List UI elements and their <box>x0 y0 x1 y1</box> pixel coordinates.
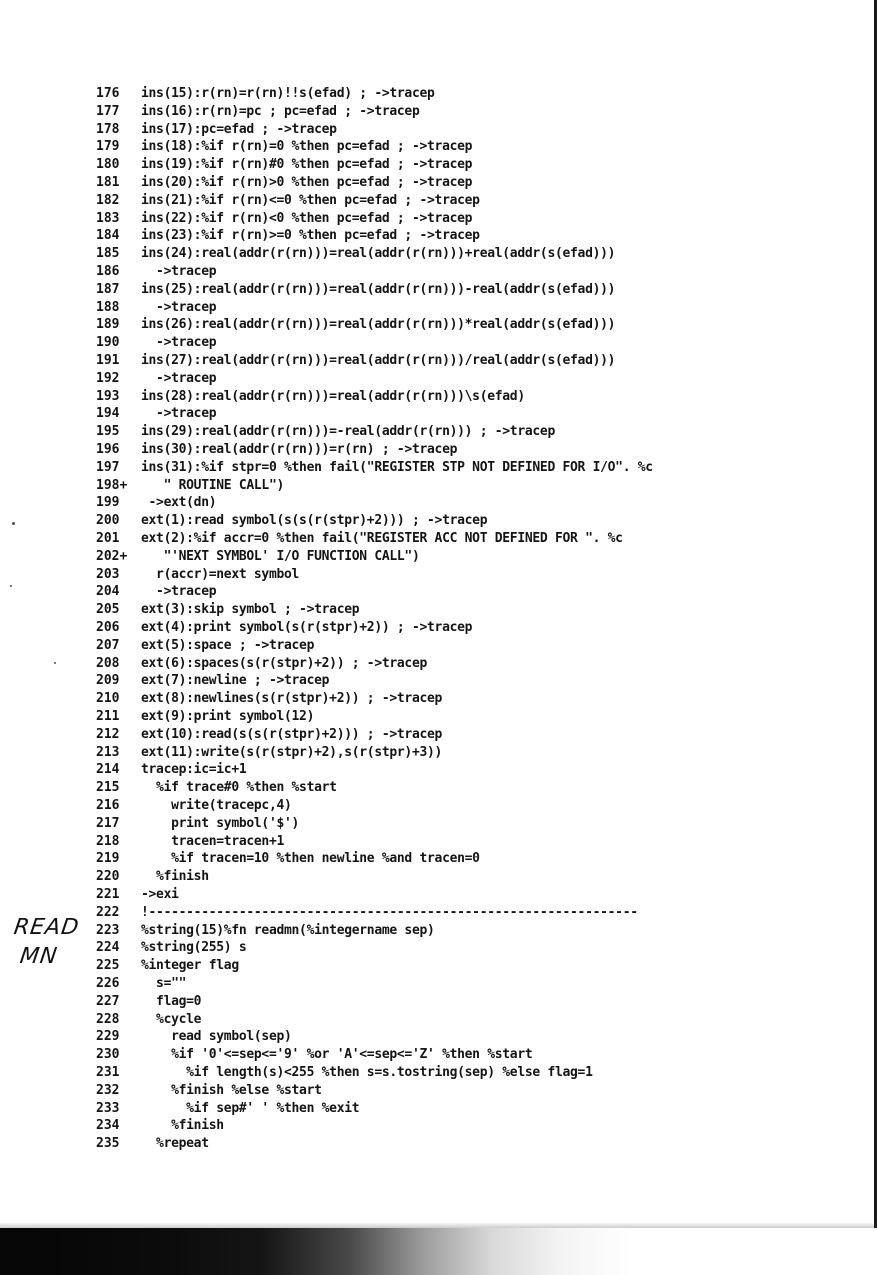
line-code: write(tracepc,4) <box>141 798 292 813</box>
line-number: 195 <box>96 424 120 440</box>
code-line <box>0 655 877 672</box>
code-line <box>0 370 877 387</box>
scan-speck <box>54 662 56 664</box>
line-code: !----------------------------------------------------------------- <box>141 904 638 920</box>
line-code: ins(15):r(rn)=r(rn)!!s(efad) ; ->tracep <box>141 86 435 101</box>
line-code: ext(8):newlines(s(r(stpr)+2)) ; ->tracep <box>141 691 443 707</box>
line-code: s="" <box>141 976 187 991</box>
line-number: 193 <box>96 388 120 404</box>
code-line <box>0 886 877 903</box>
line-code: print symbol('$') <box>141 815 300 831</box>
line-number: 178 <box>96 121 120 137</box>
line-code: %finish %else %start <box>141 1082 322 1098</box>
line-number: 208 <box>96 655 120 671</box>
line-number: 200 <box>96 513 120 529</box>
line-code: %if tracen=10 %then newline %and tracen=0 <box>141 851 480 867</box>
line-number: 223 <box>96 922 120 938</box>
code-line <box>0 1064 877 1081</box>
line-number: 184 <box>96 228 120 244</box>
line-number: 201 <box>96 531 120 546</box>
line-number: 221 <box>96 887 120 902</box>
line-number: 196 <box>96 442 120 457</box>
line-code: ins(30):real(addr(r(rn)))=r(rn) ; ->tracep <box>141 442 458 457</box>
margin-note-read: READ <box>12 915 81 940</box>
code-line <box>0 494 877 511</box>
code-line <box>0 1082 877 1099</box>
line-code: ins(24):real(addr(r(rn)))=real(addr(r(rn)))+real(addr(s(efad))) <box>141 246 616 262</box>
line-number: 227 <box>96 993 120 1009</box>
code-line <box>0 868 877 885</box>
line-code: %finish <box>141 1118 224 1134</box>
scan-speck <box>10 585 12 587</box>
code-line <box>0 121 877 138</box>
line-number: 185 <box>96 246 120 262</box>
code-line <box>0 299 877 316</box>
code-line <box>0 850 877 867</box>
line-code: ->tracep <box>141 370 217 386</box>
code-line <box>0 477 877 494</box>
line-code: " ROUTINE CALL") <box>141 477 285 493</box>
line-code: ins(27):real(addr(r(rn)))=real(addr(r(rn)))/real(addr(s(efad))) <box>141 353 616 368</box>
code-line <box>0 388 877 405</box>
code-line <box>0 833 877 850</box>
line-number: 181 <box>96 175 120 190</box>
line-code: ins(20):%if r(rn)>0 %then pc=efad ; ->tracep <box>141 175 473 190</box>
margin-note-mn: MN <box>18 944 60 969</box>
code-line <box>0 334 877 351</box>
line-code: ext(4):print symbol(s(r(stpr)+2)) ; ->tracep <box>141 620 473 635</box>
line-number: 224 <box>96 940 120 956</box>
code-line <box>0 708 877 725</box>
line-number: 189 <box>96 317 120 333</box>
line-code: tracen=tracen+1 <box>141 833 285 849</box>
line-number: 176 <box>96 86 120 101</box>
scan-speck <box>12 522 15 525</box>
code-line <box>0 263 877 280</box>
code-line <box>0 637 877 654</box>
line-number: 232 <box>96 1082 120 1098</box>
code-line <box>0 192 877 209</box>
code-line <box>0 316 877 333</box>
line-code: %if trace#0 %then %start <box>141 780 337 796</box>
code-line <box>0 1135 877 1152</box>
line-number: 198+ <box>96 477 128 493</box>
line-code: ext(7):newline ; ->tracep <box>141 673 330 689</box>
line-code: ext(11):write(s(r(stpr)+2),s(r(stpr)+3)) <box>141 744 443 760</box>
line-code: ins(31):%if stpr=0 %then fail("REGISTER STP NOT DEFINED FOR I/O". %c <box>141 459 653 475</box>
line-number: 192 <box>96 370 120 386</box>
code-line <box>0 815 877 832</box>
code-line <box>0 690 877 707</box>
scan-shadow <box>0 1228 877 1275</box>
line-code: %if '0'<=sep<='9' %or 'A'<=sep<='Z' %then %start <box>141 1047 533 1063</box>
line-code: ins(29):real(addr(r(rn)))=-real(addr(r(rn))) ; ->tracep <box>141 424 555 440</box>
line-number: 199 <box>96 495 120 511</box>
line-number: 182 <box>96 192 120 208</box>
code-line <box>0 405 877 422</box>
line-number: 231 <box>96 1065 120 1080</box>
line-number: 209 <box>96 673 120 689</box>
code-line <box>0 459 877 476</box>
line-number: 225 <box>96 958 120 974</box>
code-line <box>0 1028 877 1045</box>
line-number: 234 <box>96 1118 120 1134</box>
line-number: 218 <box>96 833 120 849</box>
line-number: 212 <box>96 726 120 742</box>
line-code: %if sep#' ' %then %exit <box>141 1100 360 1116</box>
line-code: ins(17):pc=efad ; ->tracep <box>141 121 337 137</box>
code-line <box>0 1011 877 1028</box>
line-code: "'NEXT SYMBOL' I/O FUNCTION CALL") <box>141 548 420 564</box>
line-code: ->ext(dn) <box>141 495 217 511</box>
line-number: 213 <box>96 744 120 760</box>
line-number: 214 <box>96 762 120 778</box>
line-code: ins(26):real(addr(r(rn)))=real(addr(r(rn)))*real(addr(s(efad))) <box>141 317 616 333</box>
line-number: 202+ <box>96 548 128 564</box>
line-code: %string(15)%fn readmn(%integername sep) <box>141 922 435 938</box>
code-line <box>0 993 877 1010</box>
code-line <box>0 352 877 369</box>
code-line <box>0 779 877 796</box>
line-code: ins(19):%if r(rn)#0 %then pc=efad ; ->tracep <box>141 157 473 173</box>
line-code: ->tracep <box>141 584 217 600</box>
line-number: 235 <box>96 1136 120 1152</box>
code-line <box>0 619 877 636</box>
line-code: flag=0 <box>141 993 202 1009</box>
line-number: 177 <box>96 103 120 119</box>
line-code: ->exi <box>141 887 179 902</box>
code-line <box>0 530 877 547</box>
line-code: ->tracep <box>141 335 217 351</box>
line-number: 219 <box>96 851 120 867</box>
line-number: 229 <box>96 1029 120 1045</box>
line-code: %repeat <box>141 1136 209 1152</box>
line-number: 205 <box>96 602 120 618</box>
line-number: 217 <box>96 815 120 831</box>
line-code: ext(1):read symbol(s(s(r(stpr)+2))) ; ->tracep <box>141 513 488 529</box>
code-line <box>0 512 877 529</box>
line-code: ext(9):print symbol(12) <box>141 709 315 724</box>
code-line <box>0 548 877 565</box>
line-code: r(accr)=next symbol <box>141 566 300 582</box>
code-line <box>0 583 877 600</box>
line-number: 187 <box>96 281 120 297</box>
code-line <box>0 566 877 583</box>
code-line <box>0 423 877 440</box>
line-code: %if length(s)<255 %then s=s.tostring(sep) %else flag=1 <box>141 1065 593 1080</box>
line-code: ext(6):spaces(s(r(stpr)+2)) ; ->tracep <box>141 655 428 671</box>
line-code: ext(3):skip symbol ; ->tracep <box>141 602 360 618</box>
line-code: ->tracep <box>141 299 217 315</box>
code-line <box>0 441 877 458</box>
line-code: %finish <box>141 869 209 885</box>
code-line <box>0 103 877 120</box>
line-code: ->tracep <box>141 406 217 422</box>
line-number: 191 <box>96 353 120 368</box>
line-code: ins(25):real(addr(r(rn)))=real(addr(r(rn)))-real(addr(s(efad))) <box>141 281 616 297</box>
code-line <box>0 797 877 814</box>
line-number: 194 <box>96 406 120 422</box>
line-number: 228 <box>96 1011 120 1027</box>
line-number: 233 <box>96 1100 120 1116</box>
code-line <box>0 726 877 743</box>
line-number: 206 <box>96 620 120 635</box>
code-line <box>0 210 877 227</box>
code-line <box>0 156 877 173</box>
code-line <box>0 85 877 102</box>
line-code: %integer flag <box>141 958 239 974</box>
code-line <box>0 601 877 618</box>
code-line <box>0 957 877 974</box>
line-code: ins(18):%if r(rn)=0 %then pc=efad ; ->tracep <box>141 139 473 155</box>
code-line <box>0 227 877 244</box>
line-number: 190 <box>96 335 120 351</box>
code-line <box>0 1100 877 1117</box>
line-number: 186 <box>96 264 120 279</box>
line-number: 188 <box>96 299 120 315</box>
line-code: tracep:ic=ic+1 <box>141 762 247 778</box>
line-code: ext(10):read(s(s(r(stpr)+2))) ; ->tracep <box>141 726 443 742</box>
line-code: ins(28):real(addr(r(rn)))=real(addr(r(rn)))\s(efad) <box>141 388 525 404</box>
line-number: 216 <box>96 798 120 813</box>
line-number: 180 <box>96 157 120 173</box>
line-code: ins(22):%if r(rn)<0 %then pc=efad ; ->tracep <box>141 210 473 226</box>
line-number: 179 <box>96 139 120 155</box>
line-code: ext(2):%if accr=0 %then fail("REGISTER ACC NOT DEFINED FOR ". %c <box>141 531 623 546</box>
code-line <box>0 138 877 155</box>
line-number: 211 <box>96 709 120 724</box>
line-code: ins(16):r(rn)=pc ; pc=efad ; ->tracep <box>141 103 420 119</box>
code-line <box>0 1046 877 1063</box>
code-line <box>0 904 877 921</box>
line-code: %string(255) s <box>141 940 247 956</box>
line-number: 183 <box>96 210 120 226</box>
code-line <box>0 922 877 939</box>
code-line <box>0 744 877 761</box>
code-line <box>0 939 877 956</box>
line-number: 215 <box>96 780 120 796</box>
line-number: 222 <box>96 904 120 920</box>
line-number: 204 <box>96 584 120 600</box>
line-number: 203 <box>96 566 120 582</box>
line-code: ins(23):%if r(rn)>=0 %then pc=efad ; ->tracep <box>141 228 480 244</box>
code-line <box>0 672 877 689</box>
line-number: 197 <box>96 459 120 475</box>
code-line <box>0 975 877 992</box>
code-line <box>0 174 877 191</box>
code-line <box>0 245 877 262</box>
line-code: read symbol(sep) <box>141 1029 292 1045</box>
line-number: 230 <box>96 1047 120 1063</box>
code-line <box>0 1117 877 1134</box>
line-code: ->tracep <box>141 264 217 279</box>
line-number: 220 <box>96 869 120 885</box>
line-code: ext(5):space ; ->tracep <box>141 637 315 653</box>
line-number: 207 <box>96 637 120 653</box>
code-line <box>0 281 877 298</box>
code-line <box>0 761 877 778</box>
line-code: ins(21):%if r(rn)<=0 %then pc=efad ; ->tracep <box>141 192 480 208</box>
line-number: 226 <box>96 976 120 991</box>
line-code: %cycle <box>141 1011 202 1027</box>
line-number: 210 <box>96 691 120 707</box>
